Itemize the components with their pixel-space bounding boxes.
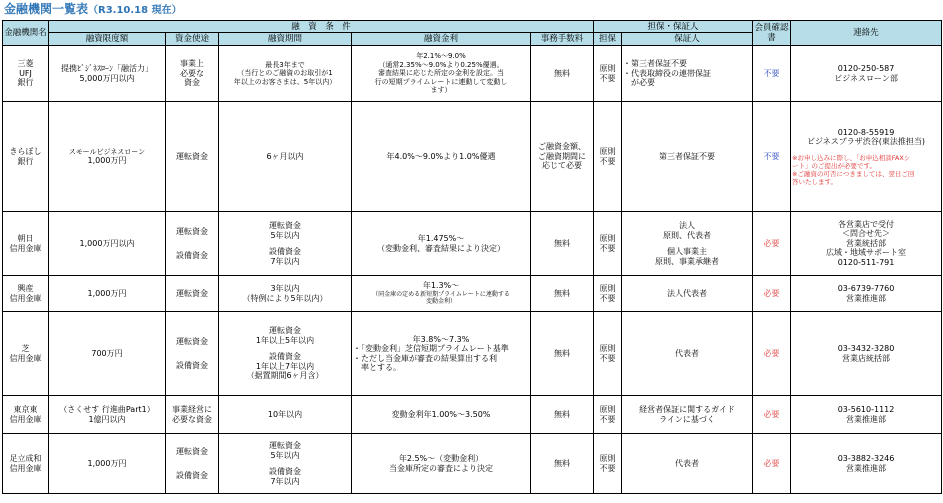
- page-title-main: 金融機関一覧表: [4, 2, 89, 16]
- limit-cell: [49, 46, 166, 102]
- period-line: 年以上のお客さまは、5年以内）: [233, 77, 337, 86]
- contact-note: ※お申し込みに際し、「お申込相談FAXシ: [792, 153, 911, 162]
- page-title: [4, 1, 182, 17]
- period-line: 運転資金: [269, 221, 301, 230]
- table-row: [3, 212, 942, 276]
- usage-cell: [166, 434, 219, 494]
- contact-line: 03-3882-3246: [837, 454, 895, 463]
- guarantor-line: ・第三者保証不要: [623, 59, 688, 69]
- collateral-line: 不要: [599, 293, 616, 303]
- bank-name-line: きらぼし: [9, 147, 42, 156]
- limit-line: 1,000万円: [87, 288, 127, 298]
- bank-name-line: 銀行: [17, 156, 34, 166]
- rate-line: ・「変動金利」芝信短期プライムレート基準: [353, 344, 509, 353]
- usage-cell: [166, 396, 219, 434]
- contact-line: 営業推進部: [846, 293, 887, 303]
- limit-line: 提携ﾋﾞｼﾞﾈｽﾛｰﾝ「融活力」: [61, 64, 153, 73]
- period-line: （据置期間6ヶ月含）: [246, 371, 324, 381]
- bank-name-line: 信用金庫: [9, 463, 42, 473]
- bank-name-line: 朝日: [17, 234, 34, 243]
- fee-cell: [531, 212, 594, 276]
- member-confirmation-cell: 不要: [753, 102, 791, 212]
- limit-line: スモールビジネスローン: [68, 147, 146, 156]
- contact-line: 03-3432-3280: [837, 344, 895, 353]
- usage-line: 運転資金: [176, 337, 208, 346]
- header-member-confirmation: 会員確認書: [753, 21, 791, 46]
- limit-cell: [49, 312, 166, 396]
- contact-line: 営業推進部: [846, 414, 887, 424]
- fee-line: 無料: [554, 288, 570, 298]
- usage-line: 事業上: [180, 59, 204, 69]
- contact-cell: [791, 276, 942, 312]
- contact-cell: [791, 396, 942, 434]
- rate-cell: [352, 312, 531, 396]
- contact-line: 営業推進部: [846, 463, 887, 473]
- guarantor-line: 法人代表者: [667, 288, 708, 298]
- header-contact: 連絡先: [791, 21, 942, 46]
- collateral-line: 不要: [599, 353, 616, 363]
- table-row: [3, 396, 942, 434]
- fee-cell: [531, 312, 594, 396]
- contact-line: ビジネスプラザ渋谷(東法推担当): [807, 137, 926, 146]
- fee-cell: [531, 102, 594, 212]
- limit-line: （さくせす 行進曲Part1）: [59, 405, 155, 414]
- bank-name-line: 足立成和: [9, 454, 42, 463]
- collateral-line: 原則: [599, 64, 616, 73]
- guarantor-line: 経営者保証に関するガイド: [639, 405, 735, 414]
- period-line: 3年以内: [270, 284, 300, 293]
- fee-cell: [531, 434, 594, 494]
- header-collateral-guarantor: 担保・保証人: [594, 21, 753, 33]
- usage-line: 設備資金: [176, 360, 208, 370]
- collateral-line: 原則: [599, 234, 616, 243]
- period-line: 運転資金: [269, 326, 301, 336]
- bank-name-line: 興産: [17, 284, 34, 293]
- header-period: 融資期間: [219, 33, 352, 46]
- guarantor-line: が必要: [623, 78, 656, 88]
- rate-line: 年2.1%～9.0%: [416, 52, 466, 61]
- guarantor-cell: [622, 102, 753, 212]
- period-line: 7年以内: [270, 476, 300, 486]
- bank-name-line: 信用金庫: [9, 414, 42, 424]
- usage-cell: [166, 276, 219, 312]
- guarantor-cell: [622, 434, 753, 494]
- header-rate: 融資金利: [352, 33, 531, 46]
- collateral-line: 不要: [599, 463, 616, 473]
- collateral-cell: [594, 46, 622, 102]
- period-line: 設備資金: [269, 467, 301, 476]
- contact-line: 営業統括部: [846, 238, 887, 248]
- bank-name-cell: [3, 102, 49, 212]
- member-confirmation-cell: 必要: [753, 312, 791, 396]
- guarantor-line: 原則、事業承継者: [655, 256, 720, 266]
- contact-note: ※ご融資の可否につきましては、翌日ご回: [792, 169, 915, 178]
- period-line: 5年以内: [270, 450, 300, 460]
- rate-cell: [352, 46, 531, 102]
- header-financing-conditions: 融 資 条 件: [49, 21, 594, 33]
- bank-name-cell: [3, 212, 49, 276]
- contact-cell: [791, 46, 942, 102]
- member-confirmation-cell: 必要: [753, 396, 791, 434]
- period-line: 設備資金: [269, 352, 301, 362]
- usage-cell: [166, 212, 219, 276]
- period-line: 6ヶ月以内: [266, 151, 304, 161]
- contact-line: ビジネスローン部: [834, 73, 898, 83]
- bank-name-cell: [3, 396, 49, 434]
- period-line: 10年以内: [267, 409, 303, 419]
- institution-table: [2, 20, 942, 494]
- guarantor-line: ラインに基づく: [659, 414, 715, 424]
- collateral-line: 原則: [599, 344, 616, 353]
- rate-note-line: （同金庫の定める新短期プライムレートに連動する: [372, 290, 510, 298]
- usage-line: 資金: [184, 78, 200, 88]
- bank-name-line: 信用金庫: [9, 293, 42, 303]
- rate-line: （変動金利、審査結果により決定）: [377, 243, 505, 253]
- contact-line: 0120-8-55919: [837, 127, 895, 137]
- contact-cell: [791, 312, 942, 396]
- rate-cell: [352, 212, 531, 276]
- period-cell: [219, 212, 352, 276]
- usage-line: 設備資金: [176, 470, 208, 480]
- period-line: 5年以内: [270, 230, 300, 240]
- fee-line: ご融資期間に: [538, 151, 586, 161]
- usage-line: 必要な: [180, 68, 204, 78]
- bank-name-line: 三菱: [17, 59, 34, 69]
- period-cell: [219, 46, 352, 102]
- collateral-line: 不要: [599, 156, 616, 166]
- bank-name-line: UFJ: [19, 68, 32, 78]
- fee-cell: [531, 46, 594, 102]
- limit-line: 1億円以内: [88, 414, 126, 424]
- period-line: 最長3年まで: [265, 60, 305, 69]
- limit-line: 1,000万円以内: [79, 238, 135, 248]
- rate-line: ・ただし当金庫が審査の結果算出する利: [353, 353, 497, 363]
- contact-note: ート」のご提出が必要です。: [792, 161, 877, 170]
- guarantor-line: 法人: [679, 221, 696, 230]
- member-confirmation-cell: 必要: [753, 434, 791, 494]
- guarantor-line: 第三者保証不要: [659, 151, 716, 161]
- guarantor-cell: [622, 276, 753, 312]
- bank-name-cell: [3, 46, 49, 102]
- bank-name-cell: [3, 276, 49, 312]
- bank-name-line: 信用金庫: [9, 353, 42, 363]
- rate-cell: [352, 102, 531, 212]
- collateral-line: 不要: [599, 414, 616, 424]
- rate-line: 率とする。: [353, 363, 401, 372]
- bank-name-cell: [3, 434, 49, 494]
- period-line: 1年以上7年以内: [255, 361, 315, 371]
- contact-cell: [791, 212, 942, 276]
- rate-line: 変動金利年1.00%～3.50%: [391, 409, 491, 419]
- fee-line: 無料: [554, 348, 570, 358]
- rate-note-line: 変動金利）: [425, 298, 456, 306]
- bank-name-line: 信用金庫: [9, 243, 42, 253]
- period-cell: [219, 276, 352, 312]
- table-row: [3, 276, 942, 312]
- rate-line: 年1.3%～: [422, 281, 460, 291]
- usage-cell: [166, 46, 219, 102]
- fee-cell: [531, 396, 594, 434]
- rate-line: （通常2.35%～9.0%より0.25%優遇。: [378, 60, 504, 69]
- bank-name-line: 芝: [21, 344, 30, 353]
- contact-line: 0120-250-587: [837, 64, 895, 73]
- limit-cell: [49, 212, 166, 276]
- rate-line: 年3.8%～7.3%: [412, 334, 470, 344]
- rate-cell: [352, 396, 531, 434]
- limit-line: 1,000万円: [87, 156, 127, 165]
- fee-line: 無料: [554, 238, 570, 248]
- rate-line: 年2.5%～（変動金利）: [398, 454, 484, 463]
- bank-name-cell: [3, 312, 49, 396]
- rate-cell: [352, 276, 531, 312]
- header-collateral: 担保: [594, 33, 622, 46]
- table-row: [3, 46, 942, 102]
- usage-cell: [166, 102, 219, 212]
- rate-cell: [352, 434, 531, 494]
- collateral-cell: [594, 312, 622, 396]
- fee-line: 無料: [554, 68, 570, 78]
- guarantor-line: ・代表取締役の連帯保証: [623, 68, 712, 78]
- contact-line: 営業店統括部: [842, 353, 891, 363]
- fee-line: 無料: [554, 409, 570, 419]
- limit-cell: [49, 276, 166, 312]
- rate-line: 年4.0%～9.0%より1.0%優遇: [386, 151, 496, 161]
- period-cell: [219, 102, 352, 212]
- collateral-line: 原則: [599, 405, 616, 414]
- header-fee: 事務手数料: [531, 33, 594, 46]
- period-line: 運転資金: [269, 441, 301, 450]
- member-confirmation-cell: 必要: [753, 212, 791, 276]
- fee-line: ご融資金額、: [538, 142, 586, 152]
- guarantor-line: 代表者: [675, 458, 700, 468]
- limit-line: 1,000万円: [87, 458, 127, 468]
- guarantor-cell: [622, 312, 753, 396]
- rate-line: 審査結果に応じた所定の金利を設定。当: [378, 69, 504, 78]
- collateral-line: 不要: [599, 243, 616, 253]
- period-line: 7年以内: [270, 256, 300, 266]
- contact-line: 03-5610-1112: [837, 405, 895, 414]
- header-bank: 金融機関名: [3, 21, 49, 46]
- collateral-cell: [594, 434, 622, 494]
- contact-cell: [791, 434, 942, 494]
- collateral-line: 原則: [599, 284, 616, 293]
- usage-line: 運転資金: [176, 227, 208, 236]
- table-row: [3, 102, 942, 212]
- limit-line: 700万円: [91, 348, 123, 358]
- limit-cell: [49, 102, 166, 212]
- guarantor-cell: [622, 212, 753, 276]
- usage-line: 事業経営に: [172, 405, 212, 414]
- limit-line: 5,000万円以内: [79, 73, 135, 83]
- rate-line: ます）: [430, 86, 452, 95]
- contact-line: 0120-511-791: [837, 257, 895, 267]
- usage-line: 運転資金: [176, 288, 208, 298]
- rate-line: 年1.475%～: [417, 234, 465, 243]
- usage-line: 設備資金: [176, 250, 208, 260]
- page-title-date: （R3.10.18 現在）: [88, 5, 182, 16]
- guarantor-line: 代表者: [675, 348, 700, 358]
- rate-line: 当金庫所定の審査により決定: [389, 463, 493, 473]
- collateral-line: 不要: [599, 73, 616, 83]
- fee-line: 応じて必要: [542, 161, 582, 171]
- usage-line: 必要な資金: [172, 414, 212, 424]
- collateral-cell: [594, 212, 622, 276]
- period-cell: [219, 396, 352, 434]
- fee-line: 無料: [554, 458, 570, 468]
- guarantor-cell: [622, 46, 753, 102]
- header-guarantor: 保証人: [622, 33, 753, 46]
- usage-line: 運転資金: [176, 447, 208, 456]
- usage-cell: [166, 312, 219, 396]
- period-line: （当行とのご融資のお取引が1: [237, 69, 333, 78]
- period-line: 1年以上5年以内: [255, 335, 315, 345]
- guarantor-cell: [622, 396, 753, 434]
- header-usage: 資金使途: [166, 33, 219, 46]
- header-limit: 融資限度額: [49, 33, 166, 46]
- table-row: [3, 434, 942, 494]
- member-confirmation-cell: 必要: [753, 276, 791, 312]
- contact-line: 広域・地域サポート室: [826, 248, 907, 258]
- contact-note: 答いたします。: [792, 177, 838, 186]
- member-confirmation-cell: 不要: [753, 46, 791, 102]
- limit-cell: [49, 396, 166, 434]
- guarantor-line: 個人事業主: [667, 247, 708, 256]
- rate-line: 行の短期プライムレートに連動して変動し: [374, 77, 508, 86]
- limit-cell: [49, 434, 166, 494]
- collateral-line: 原則: [599, 454, 616, 463]
- period-line: 設備資金: [269, 247, 301, 256]
- collateral-line: 原則: [599, 147, 616, 156]
- table-row: [3, 312, 942, 396]
- collateral-cell: [594, 396, 622, 434]
- bank-name-line: 東京東: [13, 405, 38, 414]
- contact-line: 03-6739-7760: [837, 284, 895, 293]
- bank-name-line: 銀行: [17, 78, 34, 88]
- contact-line: ＜問合せ先＞: [842, 229, 891, 239]
- period-cell: [219, 312, 352, 396]
- period-line: （特例により5年以内）: [242, 293, 328, 303]
- collateral-cell: [594, 102, 622, 212]
- period-cell: [219, 434, 352, 494]
- collateral-cell: [594, 276, 622, 312]
- contact-line: 各営業店で受付: [838, 219, 895, 229]
- usage-line: 運転資金: [176, 151, 208, 161]
- fee-cell: [531, 276, 594, 312]
- contact-cell: [791, 102, 942, 212]
- guarantor-line: 原則、代表者: [663, 230, 712, 240]
